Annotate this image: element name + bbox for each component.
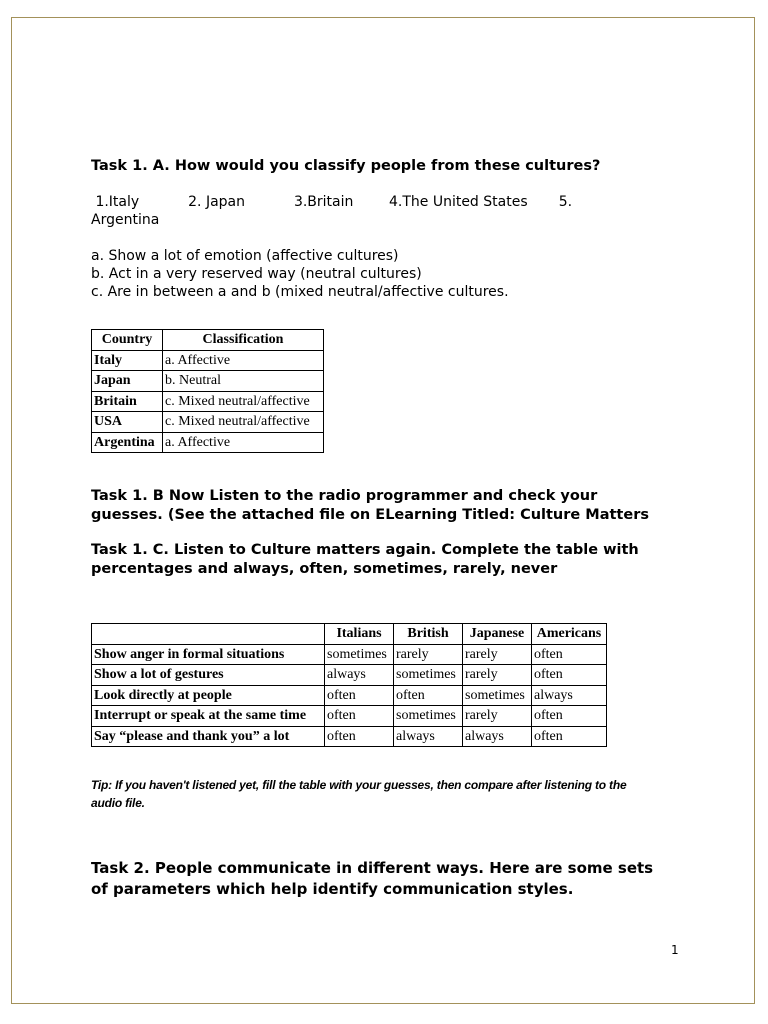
frequency-cell: often (532, 665, 607, 686)
country-cell: Britain (92, 391, 163, 412)
table-row (92, 391, 324, 412)
column-header: Country (92, 330, 163, 351)
option-c: c. Are in between a and b (mixed neutral/affective cultures. (91, 284, 509, 300)
classification-table (91, 329, 324, 453)
tip-line-2: audio file. (91, 796, 145, 810)
frequency-cell: often (532, 644, 607, 665)
frequency-cell: sometimes (325, 644, 394, 665)
table-row (92, 685, 607, 706)
frequency-cell: always (394, 726, 463, 747)
task1b-heading-line-1: Task 1. B Now Listen to the radio programmer and check your (91, 488, 598, 504)
table-row (92, 644, 607, 665)
frequency-cell: rarely (463, 706, 532, 727)
table-row (92, 350, 324, 371)
table-header-row (92, 330, 324, 351)
task2-heading-line-2: of parameters which help identify communication styles. (91, 880, 574, 898)
frequency-cell: always (325, 665, 394, 686)
behaviour-cell: Interrupt or speak at the same time (92, 706, 325, 727)
frequency-cell: often (325, 706, 394, 727)
behaviour-table (91, 623, 607, 747)
table-row (92, 665, 607, 686)
classification-cell: c. Mixed neutral/affective (163, 412, 324, 433)
table-row (92, 432, 324, 453)
frequency-cell: rarely (463, 665, 532, 686)
task1c-heading-line-2: percentages and always, often, sometimes, rarely, never (91, 561, 558, 577)
country-cell: Italy (92, 350, 163, 371)
frequency-cell: rarely (463, 644, 532, 665)
frequency-cell: often (325, 685, 394, 706)
country-cell: Argentina (92, 432, 163, 453)
classification-cell: b. Neutral (163, 371, 324, 392)
countries-line-2: Argentina (91, 212, 160, 228)
column-header: Americans (532, 624, 607, 645)
table-row (92, 726, 607, 747)
option-b: b. Act in a very reserved way (neutral cultures) (91, 266, 422, 282)
frequency-cell: always (532, 685, 607, 706)
country-cell: USA (92, 412, 163, 433)
frequency-cell: rarely (394, 644, 463, 665)
column-header: Japanese (463, 624, 532, 645)
frequency-cell: sometimes (394, 665, 463, 686)
frequency-cell: often (325, 726, 394, 747)
tip-line-1: Tip: If you haven't listened yet, fill the table with your guesses, then compare after listening to the (91, 778, 627, 792)
behaviour-cell: Look directly at people (92, 685, 325, 706)
frequency-cell: often (394, 685, 463, 706)
classification-cell: a. Affective (163, 350, 324, 371)
task1a-heading: Task 1. A. How would you classify people from these cultures? (91, 158, 601, 174)
frequency-cell: often (532, 706, 607, 727)
column-header (92, 624, 325, 645)
country-cell: Japan (92, 371, 163, 392)
table-row (92, 412, 324, 433)
classification-cell: a. Affective (163, 432, 324, 453)
task2-heading-line-1: Task 2. People communicate in different ways. Here are some sets (91, 859, 654, 877)
behaviour-cell: Say “please and thank you” a lot (92, 726, 325, 747)
table-row (92, 371, 324, 392)
column-header: British (394, 624, 463, 645)
frequency-cell: sometimes (463, 685, 532, 706)
column-header: Classification (163, 330, 324, 351)
countries-line-1: 1.Italy 2. Japan 3.Britain 4.The United States 5. (91, 194, 573, 210)
document-page (11, 17, 755, 1004)
behaviour-cell: Show anger in formal situations (92, 644, 325, 665)
option-a: a. Show a lot of emotion (affective cultures) (91, 248, 399, 264)
task1c-heading-line-1: Task 1. C. Listen to Culture matters again. Complete the table with (91, 542, 639, 558)
column-header: Italians (325, 624, 394, 645)
table-header-row (92, 624, 607, 645)
task1b-heading-line-2: guesses. (See the attached file on ELearning Titled: Culture Matters (91, 507, 649, 523)
table-row (92, 706, 607, 727)
frequency-cell: sometimes (394, 706, 463, 727)
classification-cell: c. Mixed neutral/affective (163, 391, 324, 412)
behaviour-cell: Show a lot of gestures (92, 665, 325, 686)
frequency-cell: often (532, 726, 607, 747)
page-number: 1 (671, 943, 679, 957)
frequency-cell: always (463, 726, 532, 747)
